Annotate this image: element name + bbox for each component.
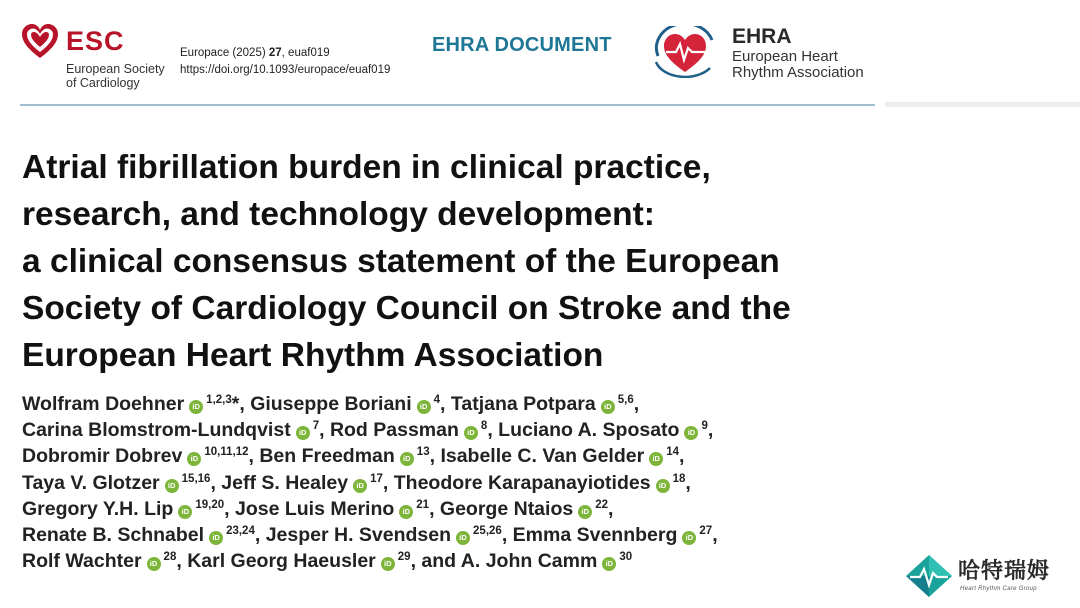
author-separator: , xyxy=(487,419,499,442)
orcid-icon[interactable]: iD xyxy=(464,426,478,440)
author-separator: , xyxy=(429,445,441,468)
affiliation-number[interactable]: 18 xyxy=(672,472,686,485)
title-line: Atrial fibrillation burden in clinical practice, xyxy=(22,149,711,186)
author-name[interactable]: Jose Luis Merino xyxy=(234,497,395,520)
diamond-heart-icon xyxy=(904,553,954,599)
author-name[interactable]: Jesper H. Svendsen xyxy=(265,524,452,547)
affiliation-number[interactable]: 22 xyxy=(595,498,609,511)
affiliation-number[interactable]: 7 xyxy=(312,420,320,433)
affiliation-number[interactable]: 1,2,3 xyxy=(206,394,232,406)
journal-suffix: , euaf019 xyxy=(281,47,330,59)
author-name[interactable]: A. John Camm xyxy=(460,550,598,573)
author-line xyxy=(22,522,902,548)
affiliation-number[interactable]: 29 xyxy=(397,551,411,564)
author-separator: , xyxy=(712,524,718,547)
author-name[interactable]: Taya V. Glotzer xyxy=(22,471,160,494)
author-list xyxy=(22,391,902,574)
journal-header xyxy=(0,0,1080,106)
esc-logo xyxy=(20,22,170,92)
orcid-icon[interactable]: iD xyxy=(165,479,179,493)
affiliation-number[interactable]: 30 xyxy=(619,551,633,564)
orcid-icon[interactable]: iD xyxy=(649,452,663,466)
orcid-icon[interactable]: iD xyxy=(682,531,696,545)
author-connector: and xyxy=(421,550,461,573)
author-separator: , xyxy=(707,419,714,442)
orcid-icon[interactable]: iD xyxy=(381,557,395,571)
author-name[interactable]: Carina Blomstrom-Lundqvist xyxy=(22,419,291,442)
watermark-chinese: 哈特瑞姆 xyxy=(958,558,1051,583)
watermark-english: Heart Rhythm Care Group xyxy=(960,586,1037,592)
esc-line-1: European Society xyxy=(66,62,165,76)
author-name[interactable]: Giuseppe Boriani xyxy=(250,393,412,415)
document-type: EHRA DOCUMENT xyxy=(432,34,612,56)
orcid-icon[interactable]: iD xyxy=(189,400,203,414)
journal-citation xyxy=(180,45,390,79)
orcid-icon[interactable]: iD xyxy=(417,400,431,414)
author-name[interactable]: Jeff S. Healey xyxy=(221,471,349,494)
orcid-icon[interactable]: iD xyxy=(209,531,223,545)
author-separator: , xyxy=(429,497,440,520)
orcid-icon[interactable]: iD xyxy=(456,531,470,545)
esc-name: ESC xyxy=(66,26,125,56)
author-name[interactable]: Isabelle C. Van Gelder xyxy=(440,445,645,468)
author-name[interactable]: Tatjana Potpara xyxy=(450,393,596,415)
orcid-icon[interactable]: iD xyxy=(147,557,161,571)
author-line xyxy=(22,391,902,417)
author-separator: , xyxy=(633,393,640,415)
orcid-icon[interactable]: iD xyxy=(187,452,201,466)
orcid-icon[interactable]: iD xyxy=(353,479,367,493)
orcid-icon[interactable]: iD xyxy=(684,426,698,440)
orcid-icon[interactable]: iD xyxy=(296,426,310,440)
author-separator: *, xyxy=(231,393,251,415)
author-separator: , xyxy=(685,471,691,494)
author-name[interactable]: George Ntaios xyxy=(439,497,574,520)
author-separator: , xyxy=(608,497,614,520)
author-separator: , xyxy=(382,471,394,494)
author-name[interactable]: Theodore Karapanayiotides xyxy=(393,471,651,494)
title-line: European Heart Rhythm Association xyxy=(22,337,604,374)
ehra-heart-icon xyxy=(652,26,718,78)
orcid-icon[interactable]: iD xyxy=(399,505,413,519)
journal-prefix: Europace (2025) xyxy=(180,47,269,59)
affiliation-number[interactable]: 21 xyxy=(416,498,430,511)
author-separator: , xyxy=(440,393,451,415)
ehra-full-name xyxy=(732,49,864,81)
author-line xyxy=(22,443,902,469)
author-name[interactable]: Rod Passman xyxy=(329,419,459,442)
author-separator: , xyxy=(254,524,266,547)
author-line xyxy=(22,470,902,496)
author-line xyxy=(22,496,902,522)
author-name[interactable]: Emma Svennberg xyxy=(512,524,678,547)
author-separator: , xyxy=(319,419,330,442)
affiliation-number[interactable]: 9 xyxy=(701,420,708,433)
orcid-icon[interactable]: iD xyxy=(578,505,592,519)
journal-volume: 27 xyxy=(268,47,282,59)
ehra-line-2: Rhythm Association xyxy=(732,64,864,81)
ehra-logo xyxy=(652,26,882,86)
ehra-name: EHRA xyxy=(732,25,792,48)
author-separator: , xyxy=(679,445,685,468)
affiliation-number[interactable]: 4 xyxy=(433,394,441,406)
watermark-logo xyxy=(904,553,1074,603)
esc-heart-icon xyxy=(20,22,60,62)
orcid-icon[interactable]: iD xyxy=(656,479,670,493)
author-line xyxy=(22,548,902,574)
ehra-line-1: European Heart xyxy=(732,48,838,65)
orcid-icon[interactable]: iD xyxy=(602,557,616,571)
author-separator: , xyxy=(224,497,235,520)
esc-line-2: of Cardiology xyxy=(66,76,140,90)
author-separator: , xyxy=(210,471,222,494)
title-line: research, and technology development: xyxy=(22,196,655,233)
title-line: Society of Cardiology Council on Stroke and the xyxy=(22,290,791,327)
title-line: a clinical consensus statement of the European xyxy=(22,243,780,280)
header-rule-right xyxy=(885,102,1080,107)
affiliation-number[interactable]: 8 xyxy=(480,420,488,433)
author-name[interactable]: Ben Freedman xyxy=(259,445,395,468)
author-name[interactable]: Luciano A. Sposato xyxy=(498,419,680,442)
author-name[interactable]: Rolf Wachter xyxy=(22,550,142,573)
affiliation-number[interactable]: 14 xyxy=(666,446,679,459)
orcid-icon[interactable]: iD xyxy=(601,400,615,414)
author-separator: , xyxy=(176,550,188,573)
author-name[interactable]: Gregory Y.H. Lip xyxy=(22,497,174,520)
affiliation-number[interactable]: 13 xyxy=(416,446,430,459)
orcid-icon[interactable]: iD xyxy=(178,505,192,519)
affiliation-number[interactable]: 23,24 xyxy=(226,525,255,538)
affiliation-number[interactable]: 28 xyxy=(163,551,177,564)
affiliation-number[interactable]: 17 xyxy=(370,472,383,485)
author-separator: , xyxy=(501,524,513,547)
affiliation-number[interactable]: 27 xyxy=(699,525,713,538)
author-name[interactable]: Karl Georg Haeusler xyxy=(187,550,376,573)
affiliation-number[interactable]: 15,16 xyxy=(181,472,211,485)
author-name[interactable]: Wolfram Doehner xyxy=(22,393,185,415)
author-separator: , xyxy=(410,550,422,573)
affiliation-number[interactable]: 19,20 xyxy=(195,498,225,511)
author-name[interactable]: Dobromir Dobrev xyxy=(22,445,183,468)
orcid-icon[interactable]: iD xyxy=(400,452,414,466)
header-rule xyxy=(20,104,875,106)
affiliation-number[interactable]: 25,26 xyxy=(473,525,502,538)
affiliation-number[interactable]: 10,11,12 xyxy=(204,446,249,459)
doi-link[interactable]: https://doi.org/10.1093/europace/euaf019 xyxy=(180,64,391,76)
author-separator: , xyxy=(248,445,260,468)
paper-title xyxy=(22,144,902,379)
author-line xyxy=(22,417,902,443)
author-name[interactable]: Renate B. Schnabel xyxy=(22,524,205,547)
affiliation-number[interactable]: 5,6 xyxy=(617,394,634,406)
